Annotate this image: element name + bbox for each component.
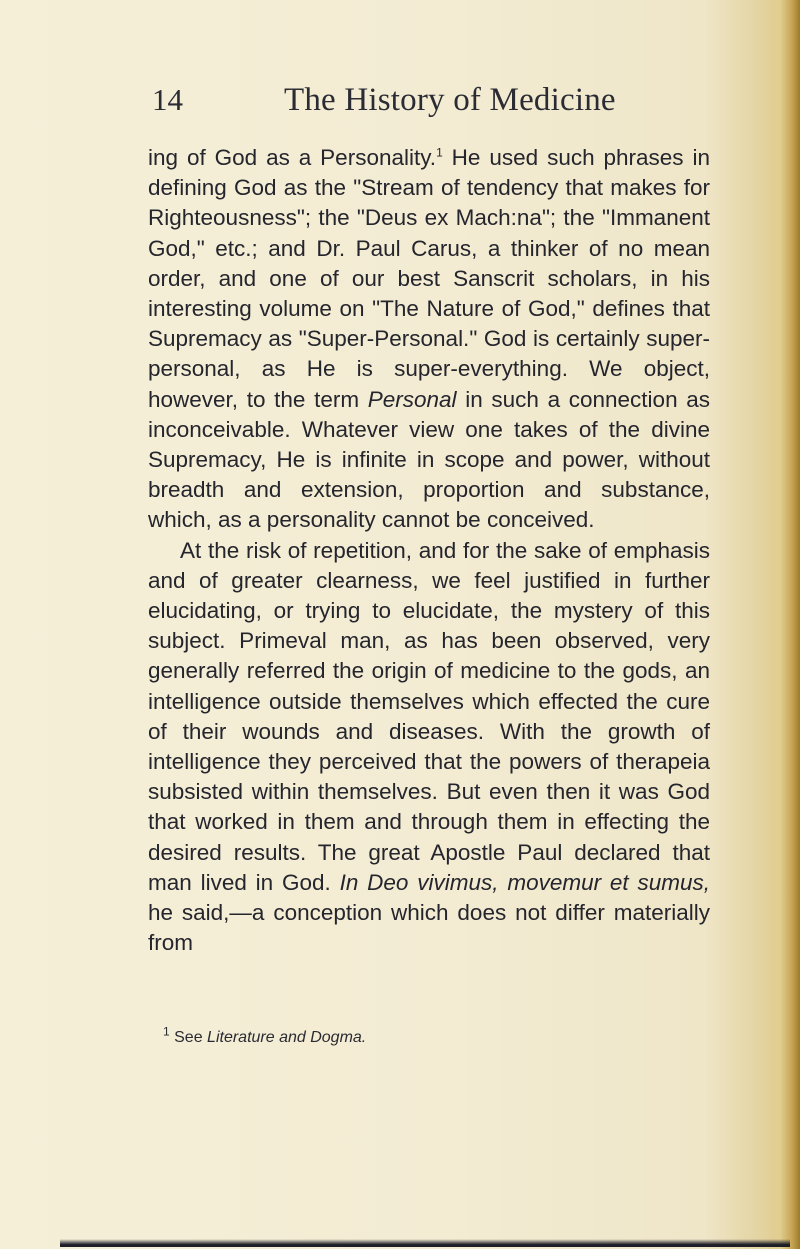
paragraph-1-emphasis: Personal [367, 386, 457, 412]
paragraph-1-text-b: He used such phrases in defining God as the "Stream of tendency that makes for Righteousness"; the "Deus ex Mach:na"; the "Immanent God," etc.; and Dr. Paul Carus, a thinker of no mean order, and one of our best Sanscrit scholars, in his interesting volume on "The Nature of God," defines that Supremacy as "Super-Personal." God is certainly super-personal, as He is super-everything. We object, however, to the term [148, 145, 710, 412]
paragraph-2-text-a: At the risk of repetition, and for the sake of emphasis and of greater clearness, we feel justified in further elucidating, or trying to elucidate, the mystery of this subject. Primeval man, as has been observed, very generally referred the origin of medicine to the gods, an intelligence outside themselves which effected the cure of their wounds and diseases. With the growth of intelligence they perceived that the powers of therapeia subsisted within themselves. But even then it was God that worked in them and through them in effecting the desired results. The great Apostle Paul declared that man lived in God. [148, 537, 710, 895]
footnote-reference: 1 [436, 145, 443, 160]
footnote-title: Literature and Dogma. [207, 1029, 367, 1046]
paragraph-1-text-a: ing of God as a Personality. [148, 145, 437, 170]
page-edge [766, 0, 800, 1249]
page-number: 14 [152, 82, 183, 117]
paragraph-1-text-c: in such a connection as inconceivable. Whatever view one takes of the divine Supremacy, He is infinite in scope and power, without breadth and extension, proportion and substance, which, as a personality cannot be conceived. [148, 386, 711, 533]
running-title: The History of Medicine [284, 82, 616, 118]
paragraph-1 [148, 143, 710, 536]
footnote-marker: 1 [163, 1024, 170, 1039]
footnote-text: See [169, 1029, 208, 1046]
bottom-edge-shadow [60, 1239, 790, 1247]
paragraph-2 [148, 536, 710, 959]
footnote [163, 1024, 683, 1048]
page-header [152, 82, 752, 132]
paragraph-2-latin-quote: In Deo vivimus, movemur et sumus, [339, 869, 711, 895]
body-text [148, 143, 710, 958]
paragraph-2-text-b: he said,—a conception which does not differ materially from [148, 900, 710, 956]
